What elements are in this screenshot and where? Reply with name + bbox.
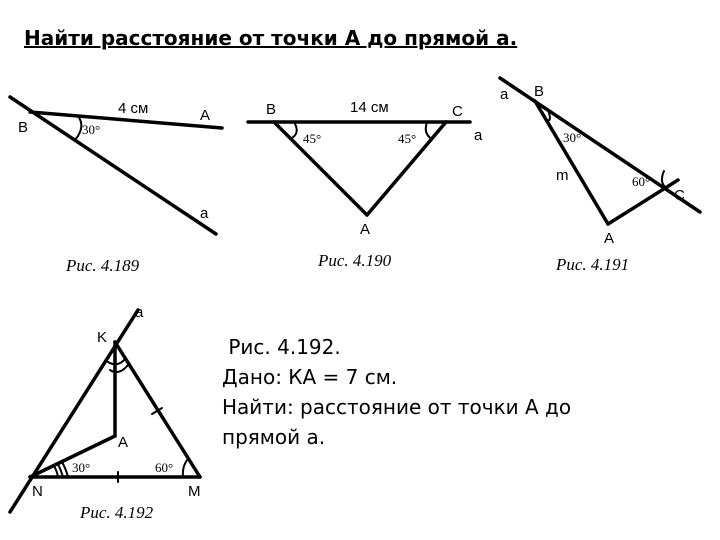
task-line-4: прямой а. <box>222 425 326 449</box>
figure-4-191 <box>500 78 700 224</box>
label-A-192: A <box>118 434 129 451</box>
angle-arc-190-right <box>426 122 432 139</box>
label-C-191: C <box>674 187 685 204</box>
figure-4-189 <box>10 97 222 234</box>
angle-arc-191-C <box>662 171 666 188</box>
label-length-190: 14 см <box>350 99 389 116</box>
label-B-191: B <box>534 83 545 100</box>
angle-arc-189 <box>75 116 81 140</box>
label-K-192: K <box>97 329 108 346</box>
label-a-191: a <box>500 86 509 103</box>
label-angle-191-C: 60° <box>632 174 651 189</box>
label-m-191: m <box>556 167 569 184</box>
angle-arc-192-M <box>183 459 188 477</box>
task-line-2: Дано: КА = 7 см. <box>222 365 398 389</box>
angle-arc-192-N2 <box>58 464 63 477</box>
caption-4-192: Рис. 4.192 <box>80 503 154 522</box>
label-angle-191-B: 30° <box>563 130 582 145</box>
segment-KM-192 <box>115 342 200 477</box>
label-A-191: A <box>604 230 615 247</box>
label-angle-190-left: 45° <box>303 131 322 146</box>
label-A-190: A <box>360 221 371 238</box>
caption-4-190: Рис. 4.190 <box>318 251 392 270</box>
label-B-189: B <box>18 119 29 136</box>
task-line-3: Найти: расстояние от точки А до <box>222 395 572 419</box>
label-angle-192-M: 60° <box>155 460 174 475</box>
label-N-192: N <box>32 483 43 500</box>
label-M-192: M <box>188 483 201 500</box>
figure-4-190 <box>248 122 470 215</box>
label-a-192: a <box>135 304 144 321</box>
label-B-190: B <box>266 101 277 118</box>
label-angle-190-right: 45° <box>398 131 417 146</box>
caption-4-189: Рис. 4.189 <box>66 256 140 275</box>
slide-title: Найти расстояние от точки А до прямой а. <box>24 26 518 50</box>
angle-arc-192-K2 <box>110 365 128 372</box>
label-a-190: a <box>474 127 483 144</box>
caption-4-191: Рис. 4.191 <box>556 255 630 274</box>
angle-arc-192-K1 <box>108 358 126 364</box>
task-line-1: Рис. 4.192. <box>222 335 341 359</box>
label-angle-189: 30° <box>82 122 101 137</box>
angle-arc-190-left <box>290 122 297 139</box>
task-text <box>222 332 702 452</box>
label-C-190: C <box>452 103 463 120</box>
label-A-189: A <box>200 107 211 124</box>
line-a-191 <box>500 78 700 212</box>
label-a-189: a <box>200 205 209 222</box>
label-length-189: 4 см <box>118 100 149 117</box>
label-angle-192-N: 30° <box>72 460 91 475</box>
